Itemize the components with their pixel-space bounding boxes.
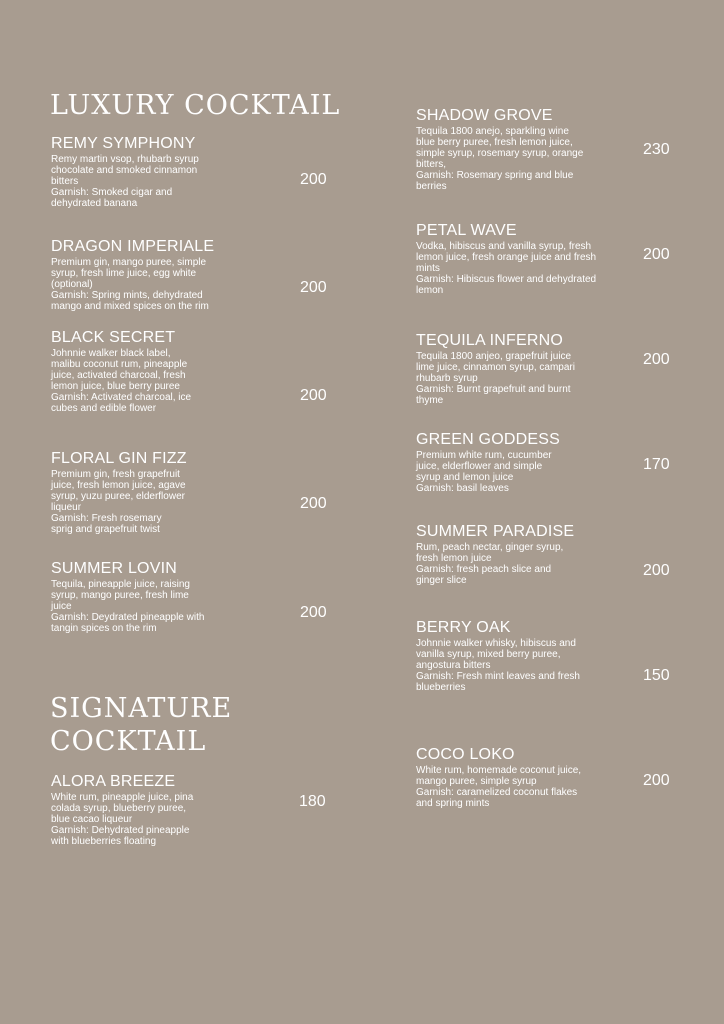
item-name: ALORA BREEZE [51,773,176,790]
menu-item-petal-wave [416,222,606,296]
item-name: GREEN GODDESS [416,431,560,448]
item-name: FLORAL GIN FIZZ [51,450,187,467]
menu-item-berry-oak [416,619,606,693]
item-description: Premium white rum, cucumber juice, elderflower and simple syrup and lemon juice Garnish: basil leaves [416,450,552,494]
item-price: 200 [643,772,670,789]
item-name: TEQUILA INFERNO [416,332,564,349]
item-price: 170 [643,456,670,473]
item-price: 200 [300,279,327,296]
item-price: 200 [643,562,670,579]
menu-item-green-goddess [416,431,606,494]
menu-item-shadow-grove [416,107,606,192]
item-name: BERRY OAK [416,619,511,636]
item-price: 150 [643,667,670,684]
menu-item-dragon-imperiale [51,238,241,312]
item-description: Rum, peach nectar, ginger syrup, fresh lemon juice Garnish: fresh peach slice and ginger slice [416,542,564,586]
item-price: 200 [643,246,670,263]
item-price: 200 [300,387,327,404]
item-name: REMY SYMPHONY [51,135,196,152]
item-price: 200 [300,171,327,188]
item-description: Johnnie walker whisky, hibiscus and vanilla syrup, mixed berry puree, angostura bitters Garnish: Fresh mint leaves and fresh blueberries [416,638,580,693]
item-description: Premium gin, fresh grapefruit juice, fresh lemon juice, agave syrup, yuzu puree, elderflower liqueur Garnish: Fresh rosemary sprig and grapefruit twist [51,469,186,535]
menu-item-black-secret [51,329,241,414]
menu-item-remy-symphony [51,135,241,209]
item-description: Tequila, pineapple juice, raising syrup, mango puree, fresh lime juice Garnish: Deydrated pineapple with tangin spices on the rim [51,579,205,634]
signature-cocktail-heading: SIGNATURE COCKTAIL [50,693,233,757]
item-price: 200 [300,495,327,512]
item-name: BLACK SECRET [51,329,176,346]
item-price: 230 [643,141,670,158]
item-name: SUMMER PARADISE [416,523,575,540]
menu-item-coco-loko [416,746,606,809]
item-description: Johnnie walker black label, malibu coconut rum, pineapple juice, activated charcoal, fresh lemon juice, blue berry puree Garnish: Activated charcoal, ice cubes and edible flower [51,348,192,414]
item-description: Remy martin vsop, rhubarb syrup chocolate and smoked cinnamon bitters Garnish: Smoked cigar and dehydrated banana [51,154,199,209]
menu-item-alora-breeze [51,773,241,847]
item-name: SUMMER LOVIN [51,560,177,577]
item-name: PETAL WAVE [416,222,517,239]
menu-item-summer-lovin [51,560,241,634]
item-price: 180 [299,793,326,810]
item-name: SHADOW GROVE [416,107,553,124]
item-description: White rum, pineapple juice, pina colada syrup, blueberry puree, blue cacao liqueur Garnish: Dehydrated pineapple with blueberries floating [51,792,194,847]
item-name: COCO LOKO [416,746,515,763]
item-price: 200 [643,351,670,368]
item-description: White rum, homemade coconut juice, mango puree, simple syrup Garnish: caramelized coconut flakes and spring mints [416,765,582,809]
luxury-cocktail-heading: LUXURY COCKTAIL [50,90,341,121]
item-description: Tequila 1800 anejo, sparkling wine blue berry puree, fresh lemon juice, simple syrup, rosemary syrup, orange bitters, Garnish: Rosemary spring and blue berries [416,126,584,192]
menu-item-floral-gin-fizz [51,450,241,535]
item-description: Tequila 1800 anjeo, grapefruit juice lime juice, cinnamon syrup, campari rhubarb syrup Garnish: Burnt grapefruit and burnt thyme [416,351,575,406]
item-description: Premium gin, mango puree, simple syrup, fresh lime juice, egg white (optional) Garnish: Spring mints, dehydrated mango and mixed spices on the rim [51,257,209,312]
item-description: Vodka, hibiscus and vanilla syrup, fresh lemon juice, fresh orange juice and fresh mints Garnish: Hibiscus flower and dehydrated lemon [416,241,597,296]
item-price: 200 [300,604,327,621]
menu-item-summer-paradise [416,523,606,586]
menu-item-tequila-inferno [416,332,606,406]
item-name: DRAGON IMPERIALE [51,238,215,255]
